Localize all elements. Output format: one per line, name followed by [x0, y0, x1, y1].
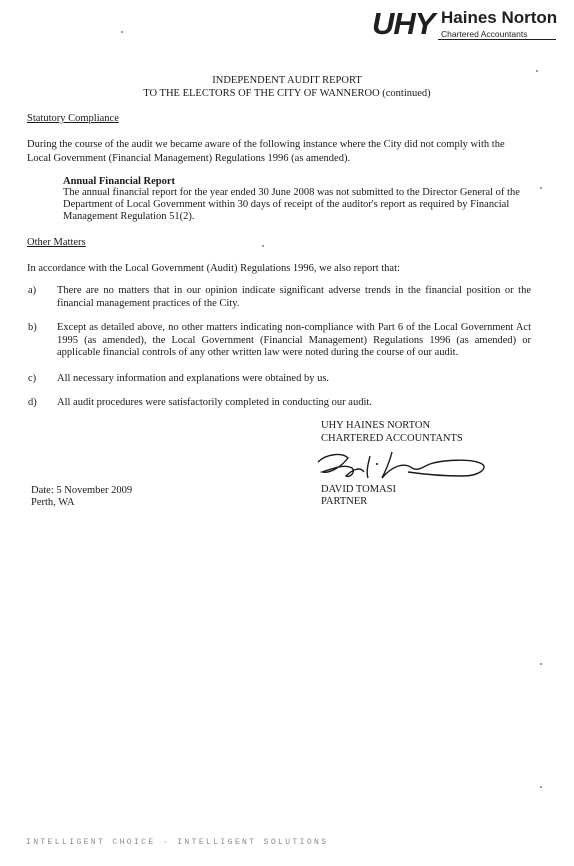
scan-speck: [540, 187, 542, 189]
scan-speck: [540, 663, 542, 665]
item-c-letter: c): [28, 373, 37, 384]
signature-firm-line-2: CHARTERED ACCOUNTANTS: [321, 433, 463, 444]
partner-name: DAVID TOMASI: [321, 484, 396, 495]
annual-report-line-3: Management Regulation 51(2).: [63, 211, 195, 223]
logo-subtitle: Chartered Accountants: [441, 29, 528, 39]
report-place: Perth, WA: [31, 497, 75, 508]
scan-speck: [536, 70, 538, 72]
logo-divider: [438, 39, 556, 40]
footer-tagline: INTELLIGENT CHOICE · INTELLIGENT SOLUTIONS: [26, 838, 329, 847]
annual-report-line-1: The annual financial report for the year ended 30 June 2008 was not submitted to the Director General of the: [63, 187, 520, 198]
statutory-line-1: During the course of the audit we became aware of the following instance where the City did not comply with the: [27, 139, 505, 150]
item-a-text: There are no matters that in our opinion indicate significant adverse trends in the financial position or the financial management practices of the City.: [57, 285, 531, 309]
uhy-logo-mark: UHY: [372, 6, 435, 41]
scan-speck: [121, 31, 123, 33]
item-d-text: All audit procedures were satisfactorily completed in conducting our audit.: [57, 397, 372, 408]
other-matters-heading: Other Matters: [27, 237, 86, 248]
statutory-line-2: Local Government (Financial Management) Regulations 1996 (as amended).: [27, 153, 351, 164]
item-d-letter: d): [28, 397, 37, 408]
annual-report-line-2: Department of Local Government within 30 days of receipt of the auditor's report as required by Financial: [63, 199, 510, 211]
item-c-text: All necessary information and explanations were obtained by us.: [57, 373, 330, 384]
other-matters-intro: In accordance with the Local Government (Audit) Regulations 1996, we also report that:: [27, 263, 400, 274]
scan-speck: [540, 786, 542, 788]
report-subtitle: TO THE ELECTORS OF THE CITY OF WANNEROO (continued): [143, 88, 431, 99]
annual-report-body: [63, 187, 535, 224]
logo-firm-name: Haines Norton: [441, 8, 558, 27]
scan-speck: [262, 245, 264, 247]
report-date: Date: 5 November 2009: [31, 485, 133, 496]
partner-role: PARTNER: [321, 496, 368, 507]
item-a-letter: a): [28, 285, 37, 296]
signature-firm-line-1: UHY HAINES NORTON: [321, 420, 431, 431]
item-b-text: Except as detailed above, no other matters indicating non-compliance with Part 6 of the Local Government Act 1995 (as amended), the Local Government (Financial Management) Regulations 1996 (as amended) or applicable financial controls of any other written law were noted during the course of our audit.: [57, 322, 531, 358]
statutory-heading: Statutory Compliance: [27, 113, 119, 124]
annual-report-heading: Annual Financial Report: [63, 176, 176, 187]
item-b-letter: b): [28, 322, 37, 333]
report-title: INDEPENDENT AUDIT REPORT: [212, 75, 362, 86]
handwritten-signature: [312, 444, 492, 486]
